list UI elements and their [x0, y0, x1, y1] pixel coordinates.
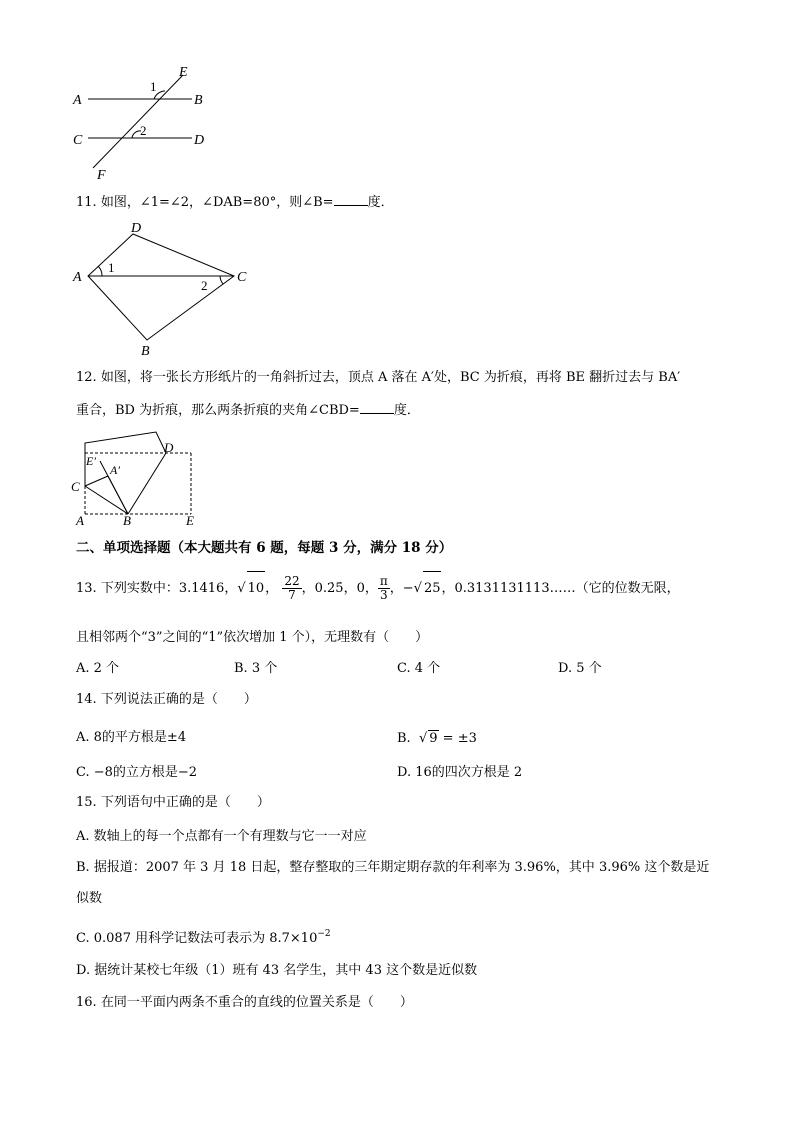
q13-zero: ，0， [343, 581, 378, 596]
label-angle-2: 2 [140, 123, 147, 138]
q14-option-d[interactable]: D. 16的四次方根是 2 [397, 765, 523, 780]
label-f: F [97, 168, 106, 183]
section-2-title: 二、单项选择题（本大题共有 6 题，每题 3 分，满分 18 分） [76, 540, 453, 556]
q15-option-a[interactable]: A. 数轴上的每一个点都有一个有理数与它一一对应 [76, 829, 367, 844]
label-d: D [131, 221, 142, 236]
q13-fraction-pi-3: $\frac{\pi}{3}$ [379, 574, 388, 602]
label-a-prime: A′ [110, 463, 120, 477]
label-a: A [73, 270, 82, 285]
label-c: C [73, 133, 83, 148]
q13-tail: ，0.3131131113……（它的位数无限， [441, 581, 680, 596]
label-b: B [141, 344, 150, 359]
fold-bc [85, 486, 128, 514]
angle-1-arc [98, 266, 102, 276]
q14-option-a[interactable]: A. 8的平方根是±4 [76, 730, 187, 745]
q15-exponent: −2 [317, 929, 331, 939]
q15-option-d[interactable]: D. 据统计某校七年级（1）班有 43 名学生，其中 43 这个数是近似数 [76, 963, 478, 978]
question-12-line-2 [76, 401, 420, 419]
label-c: C [237, 270, 247, 285]
q13-prefix: 下列实数中：3.1416， [100, 581, 238, 596]
parallel-lines-figure [70, 60, 220, 185]
quadrilateral-figure [70, 218, 255, 360]
q12-text-2: 重合，BD 为折痕，那么两条折痕的夹角∠CBD= [76, 403, 360, 418]
q11-answer-blank[interactable] [334, 193, 368, 206]
label-e: E [179, 65, 188, 80]
label-b: B [194, 93, 203, 108]
fold-bd [128, 453, 166, 514]
label-d: D [164, 440, 174, 455]
line-ef [93, 75, 183, 168]
q15-number: 15. [76, 795, 97, 810]
q12-number: 12. [76, 370, 97, 385]
q11-number: 11. [76, 195, 97, 210]
q13-neg-sqrt-25: 25 [423, 571, 442, 606]
label-a: A [73, 93, 82, 108]
q13-line-2: 且相邻两个“3”之间的“1”依次增加 1 个），无理数有（ ） [76, 630, 429, 645]
q12-answer-blank[interactable] [360, 401, 394, 414]
question-15 [76, 795, 270, 811]
q15-option-c[interactable]: C. 0.087 用科学记数法可表示为 $8.7\times 10^{-2}$ [76, 929, 331, 946]
label-c: C [71, 479, 80, 494]
question-11 [76, 193, 394, 211]
question-12-line-1 [76, 370, 680, 386]
label-angle-2: 2 [201, 278, 208, 293]
q14-option-c[interactable]: C. −8的立方根是−2 [76, 765, 198, 780]
q14-stem: 下列说法正确的是（ ） [100, 692, 257, 707]
folded-paper-figure [68, 428, 208, 530]
q15-stem: 下列语句中正确的是（ ） [100, 795, 270, 810]
q11-text: 如图，∠1=∠2，∠DAB=80°，则∠B= [100, 195, 334, 210]
q15-option-b-line-2: 似数 [76, 891, 103, 906]
q13-option-b[interactable]: B. 3 个 [234, 661, 278, 676]
q16-stem: 在同一平面内两条不重合的直线的位置关系是（ ） [100, 995, 413, 1010]
label-a: A [76, 513, 84, 528]
q12-text-1: 如图，将一张长方形纸片的一角斜折过去，顶点 A 落在 A′处，BC 为折痕，再将 BE 翻折过去与 BA′ [100, 370, 681, 385]
q16-number: 16. [76, 995, 97, 1010]
quad-outline [88, 234, 234, 340]
label-b: B [123, 513, 131, 528]
question-14 [76, 692, 257, 708]
q11-text-after: 度． [367, 195, 394, 210]
segment-c-aprime [85, 476, 108, 486]
q14-number: 14. [76, 692, 97, 707]
q13-fraction-22-7: $\frac{22}{7}$ [284, 574, 300, 602]
q13-number: 13. [76, 581, 97, 596]
angle-2-arc [220, 276, 223, 284]
q13-repeating-decimal: 0.2̇5̇ [314, 581, 344, 596]
q14-option-b[interactable]: B. √ 9 = ±3 [397, 731, 477, 746]
question-13-line-1: 13. 下列实数中：3.1416，√ 10， $\frac{22}{7}$ ，0.2̇5̇，0， $\frac{\pi}{3}$ ，−√ 25，0.3131131113……（它的位数无限， [76, 571, 680, 606]
q13-sqrt-10: 10 [247, 571, 266, 606]
question-16 [76, 995, 413, 1011]
q12-text-after: 度． [393, 403, 420, 418]
q14-sqrt-9: 9 [429, 731, 438, 746]
label-e-prime: E′ [86, 454, 96, 468]
q13-option-c[interactable]: C. 4 个 [397, 661, 441, 676]
q15-option-b-line-1[interactable]: B. 据报道：2007 年 3 月 18 日起，整存整取的三年期定期存款的年利率为 3.96%，其中 3.96% 这个数是近 [76, 860, 710, 875]
q13-option-a[interactable]: A. 2 个 [76, 661, 120, 676]
label-e: E [186, 513, 194, 528]
folded-flap [85, 432, 166, 453]
label-angle-1: 1 [150, 79, 157, 94]
q13-option-d[interactable]: D. 5 个 [558, 661, 602, 676]
label-d: D [194, 133, 205, 148]
label-angle-1: 1 [108, 260, 115, 275]
